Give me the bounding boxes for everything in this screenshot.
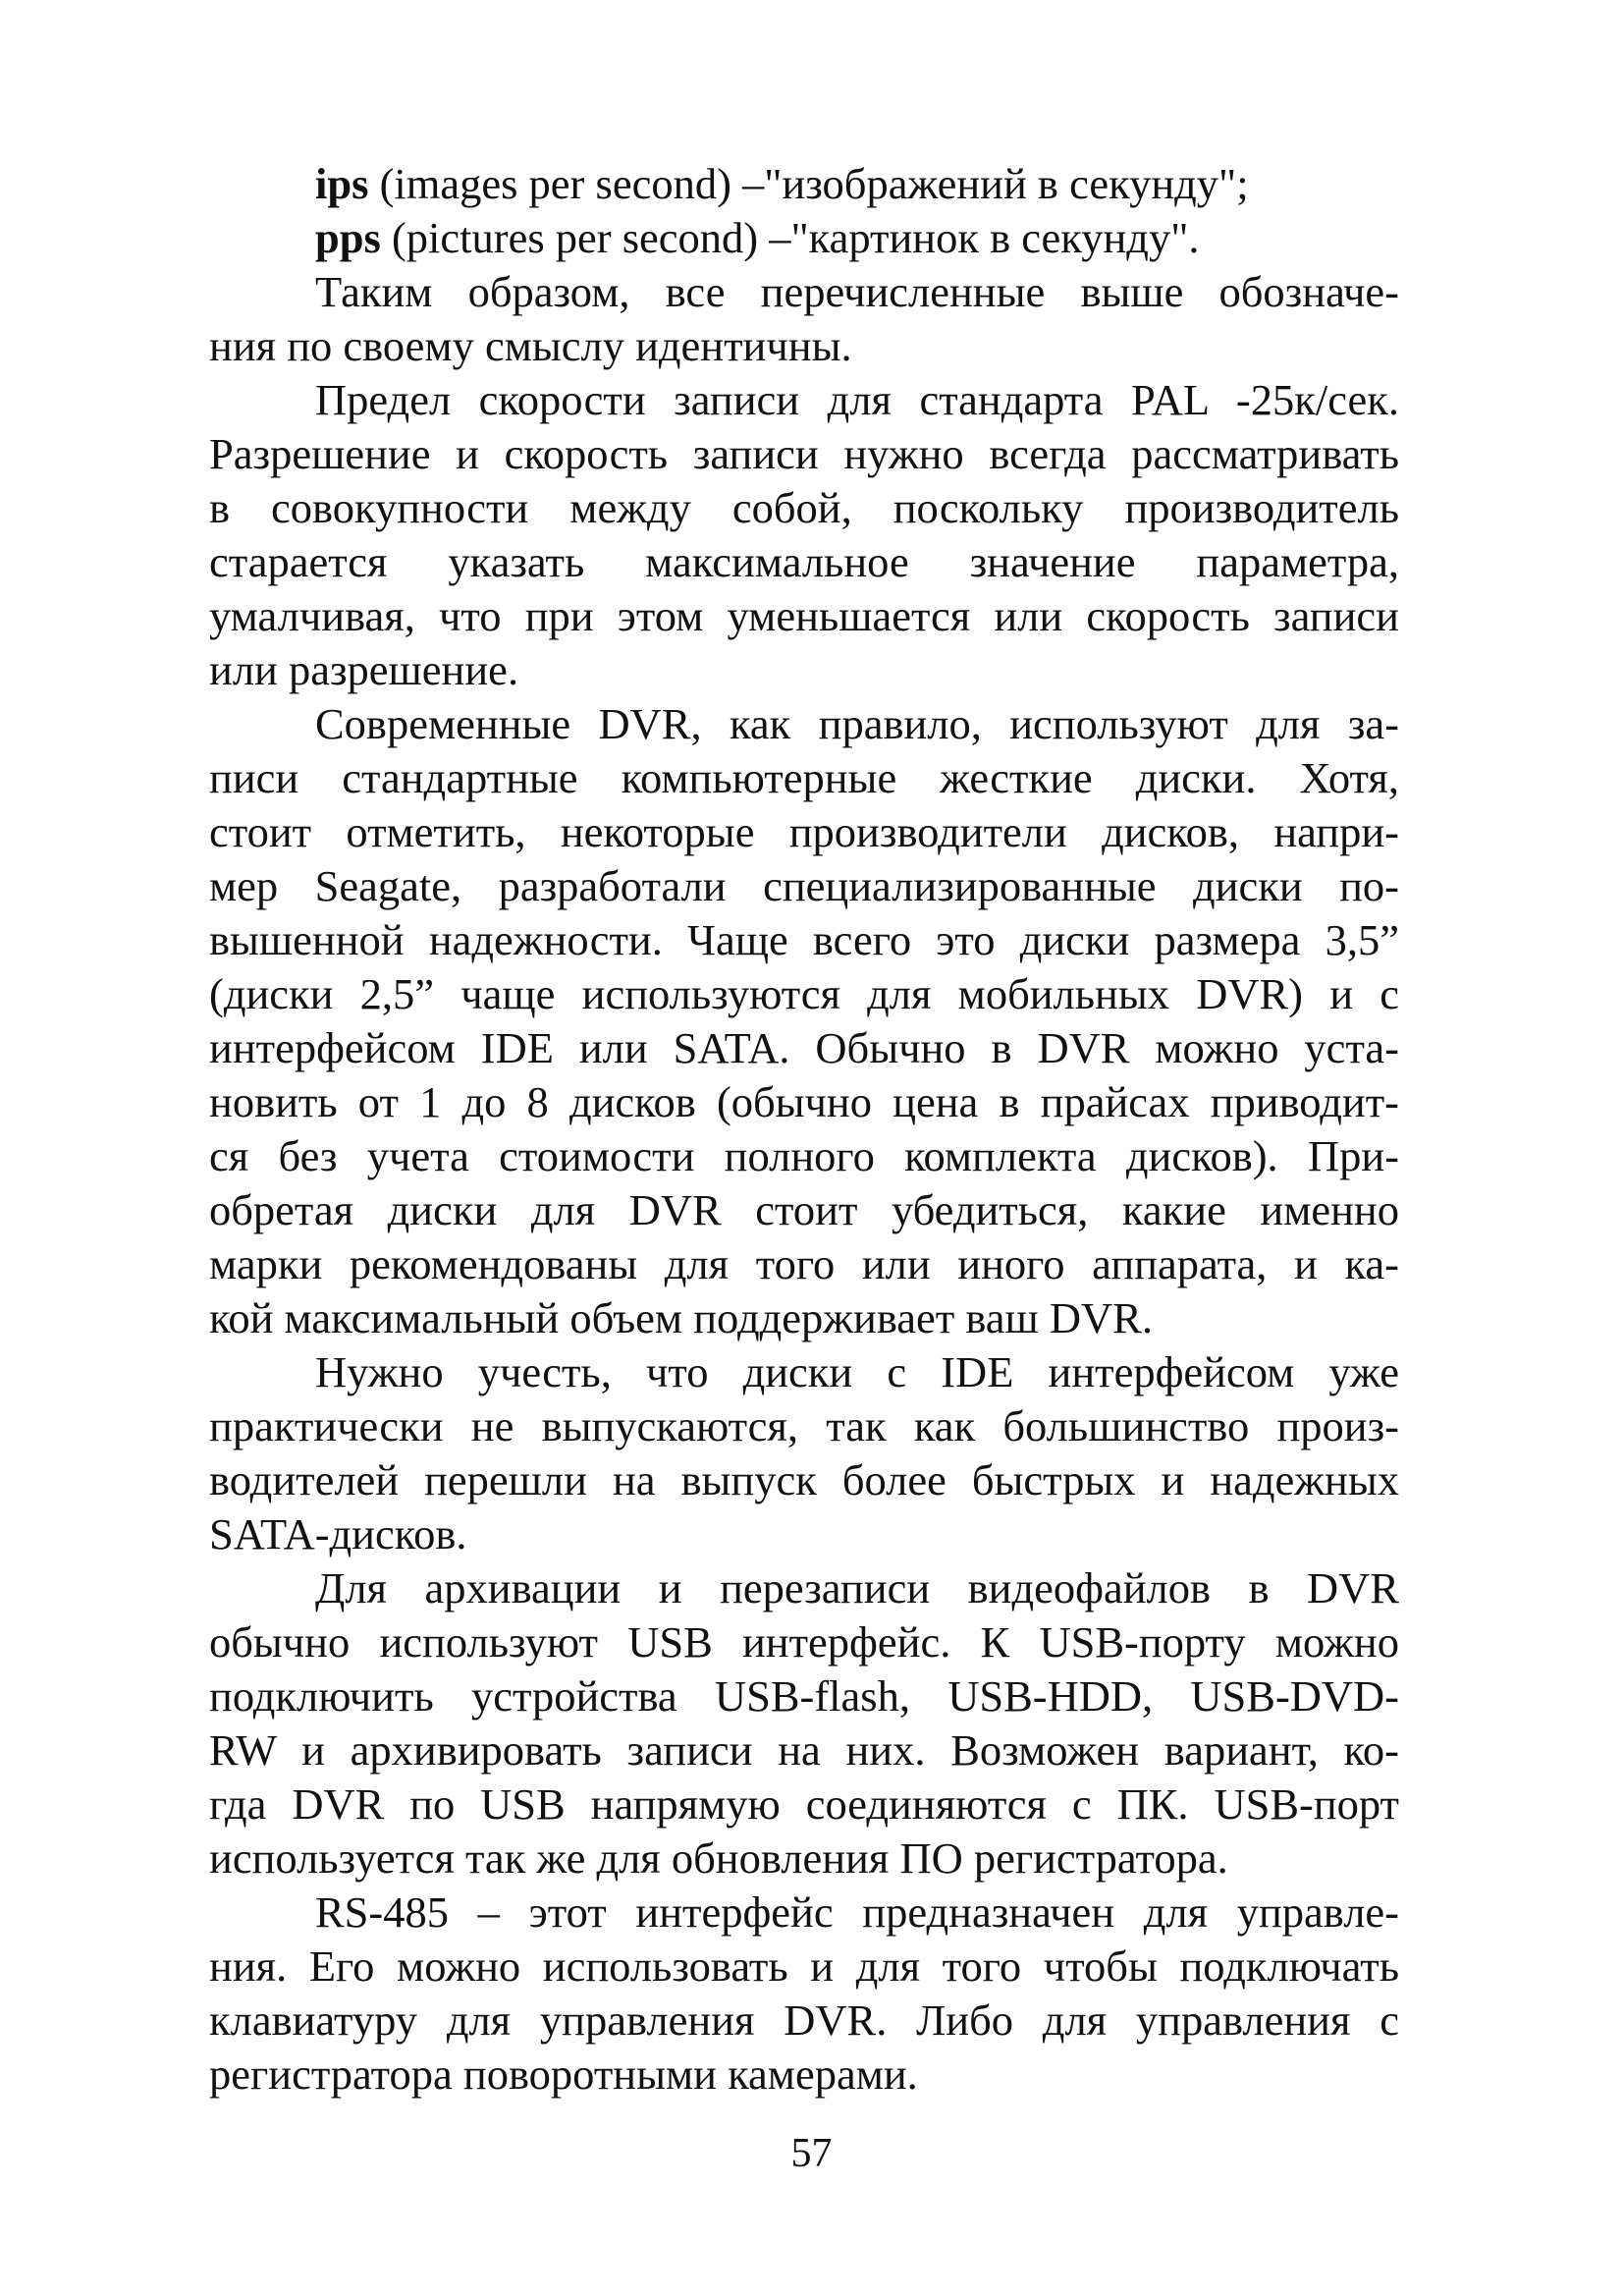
text-line: писи стандартные компьютерные жесткие диски. Хотя,: [209, 753, 1399, 802]
text-line: в совокупности между собой, поскольку производитель: [209, 483, 1399, 532]
text-line: мер Seagate, разработали специализированные диски по-: [209, 861, 1399, 910]
text-line: стоит отметить, некоторые производители дисков, напри-: [209, 807, 1399, 856]
text-line: обычно используют USB интерфейс. К USB-порту можно: [209, 1617, 1399, 1667]
text-line: используется так же для обновления ПО регистратора.: [209, 1833, 1228, 1883]
text-line: Современные DVR, как правило, используют для за-: [315, 699, 1399, 748]
text-line: SATA-дисков.: [209, 1509, 467, 1558]
text-line: [209, 211, 1399, 265]
text-line: водителей перешли на выпуск более быстрых и надежных: [209, 1455, 1399, 1504]
text-line: ния по своему смыслу идентичны.: [209, 321, 852, 370]
text-line: Таким образом, все перечисленные выше обозначе-: [315, 267, 1399, 316]
text-line: ся без учета стоимости полного комплекта дисков). При-: [209, 1131, 1399, 1180]
text-line: (диски 2,5” чаще используются для мобильных DVR) и с: [209, 969, 1399, 1018]
body-text: [209, 157, 1399, 2102]
text-line: Разрешение и скорость записи нужно всегда рассматривать: [209, 429, 1399, 478]
text-line: [209, 157, 1399, 211]
text-line: ния. Его можно использовать и для того чтобы подключать: [209, 1941, 1399, 1991]
term-definition: (images per second) –"изображений в секунду";: [368, 159, 1249, 208]
text-line: Предел скорости записи для стандарта PAL -25к/сек.: [315, 375, 1399, 424]
term-abbreviation: pps: [315, 213, 381, 262]
text-line: старается указать максимальное значение параметра,: [209, 537, 1399, 586]
text-line: марки рекомендованы для того или иного аппарата, и ка-: [209, 1239, 1399, 1288]
text-line: Для архивации и перезаписи видеофайлов в DVR: [315, 1563, 1399, 1613]
text-line: клавиатуру для управления DVR. Либо для управления с: [209, 1995, 1399, 2045]
text-line: Нужно учесть, что диски с IDE интерфейсом уже: [315, 1347, 1399, 1396]
term-abbreviation: ips: [315, 159, 369, 208]
text-line: RS-485 – этот интерфейс предназначен для управле-: [315, 1887, 1399, 1937]
text-line: интерфейсом IDE или SATA. Обычно в DVR можно уста-: [209, 1023, 1399, 1072]
page-number: 57: [790, 2131, 833, 2176]
text-line: или разрешение.: [209, 645, 519, 694]
text-line: умалчивая, что при этом уменьшается или скорость записи: [209, 591, 1399, 640]
text-line: практически не выпускаются, так как большинство произ-: [209, 1401, 1399, 1450]
text-line: обретая диски для DVR стоит убедиться, какие именно: [209, 1185, 1399, 1234]
text-line: новить от 1 до 8 дисков (обычно цена в прайсах приводит-: [209, 1077, 1399, 1126]
text-line: регистратора поворотными камерами.: [209, 2050, 918, 2099]
term-definition: (pictures per second) –"картинок в секунду".: [380, 213, 1200, 262]
text-line: подключить устройства USB-flash, USB-HDD, USB-DVD-: [209, 1671, 1399, 1721]
text-line: RW и архивировать записи на них. Возможен вариант, ко-: [209, 1725, 1399, 1775]
text-line: вышенной надежности. Чаще всего это диски размера 3,5”: [209, 915, 1399, 964]
text-line: кой максимальный объем поддерживает ваш DVR.: [209, 1293, 1153, 1342]
text-line: гда DVR по USB напрямую соединяются с ПК. USB-порт: [209, 1779, 1399, 1829]
